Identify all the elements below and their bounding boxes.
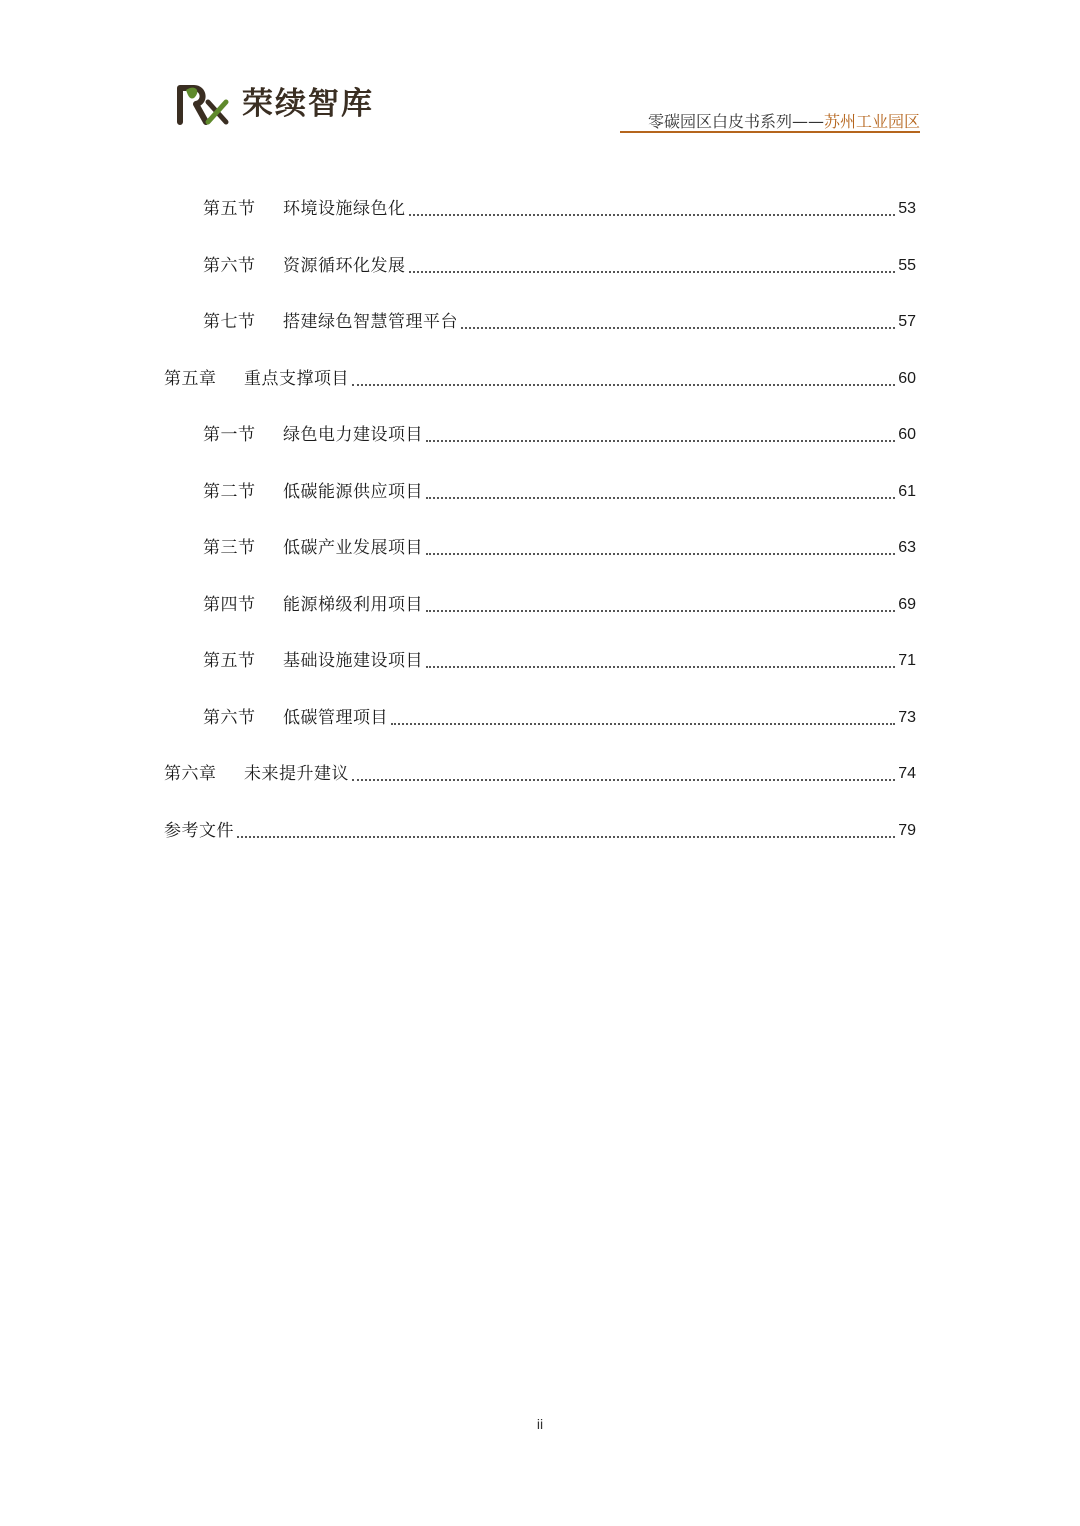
toc-entry-title: 参考文件 — [164, 821, 234, 841]
series-title — [648, 112, 920, 132]
toc-entry[interactable] — [203, 531, 916, 559]
series-prefix: 零碳园区白皮书系列—— — [647, 112, 824, 131]
toc-leader-dots — [426, 610, 895, 612]
toc-entry-title: 基础设施建设项目 — [283, 651, 423, 671]
toc-entry-number: 第二节 — [203, 482, 256, 502]
toc-leader-dots — [409, 214, 896, 216]
toc-entry-number: 第五节 — [203, 199, 256, 219]
toc-leader-dots — [352, 779, 895, 781]
toc-entry[interactable] — [203, 305, 916, 333]
toc-leader-dots — [426, 440, 895, 442]
toc-entry[interactable] — [203, 418, 916, 446]
toc-entry-number: 第四节 — [203, 595, 256, 615]
toc-entry-title: 低碳管理项目 — [283, 708, 388, 728]
header-rule — [620, 131, 920, 133]
toc-entry-title: 能源梯级利用项目 — [283, 595, 423, 615]
toc-entry-number: 第五节 — [203, 651, 256, 671]
toc-entry-number: 第六章 — [164, 764, 217, 784]
toc-entry-page: 69 — [898, 596, 916, 613]
toc-entry-number: 第六节 — [203, 256, 256, 276]
brand-logo — [176, 82, 374, 126]
toc-entry-number: 第七节 — [203, 312, 256, 332]
toc-entry-title: 重点支撑项目 — [244, 369, 349, 389]
toc-chapter-entry[interactable] — [164, 757, 916, 785]
series-highlight: 苏州工业园区 — [823, 112, 920, 131]
toc-leader-dots — [426, 553, 895, 555]
toc-entry-page: 73 — [898, 709, 916, 726]
toc-chapter-entry[interactable] — [164, 362, 916, 390]
toc-leader-dots — [391, 723, 895, 725]
toc-entry-page: 71 — [898, 652, 916, 669]
toc-entry-number: 第一节 — [203, 425, 256, 445]
toc-entry[interactable] — [203, 249, 916, 277]
rx-logo-icon — [176, 82, 234, 126]
toc-entry-page: 79 — [898, 822, 916, 839]
toc-entry[interactable] — [203, 588, 916, 616]
toc-entry-title: 资源循环化发展 — [283, 256, 406, 276]
toc-references-entry[interactable] — [164, 814, 916, 842]
toc-entry-page: 53 — [898, 200, 916, 217]
toc-entry-title: 低碳产业发展项目 — [283, 538, 423, 558]
toc-entry-title: 绿色电力建设项目 — [283, 425, 423, 445]
toc-leader-dots — [426, 497, 895, 499]
logo-text: 荣续智库 — [242, 86, 374, 122]
toc-entry[interactable] — [203, 701, 916, 729]
toc-entry-page: 61 — [898, 483, 916, 500]
toc-entry-number: 第三节 — [203, 538, 256, 558]
toc-leader-dots — [426, 666, 895, 668]
toc-entry-title: 环境设施绿色化 — [283, 199, 406, 219]
toc-entry-number: 第五章 — [164, 369, 217, 389]
toc-leader-dots — [409, 271, 896, 273]
toc-entry-page: 74 — [898, 765, 916, 782]
toc-entry-page: 57 — [898, 313, 916, 330]
toc-entry[interactable] — [203, 192, 916, 220]
toc-entry[interactable] — [203, 475, 916, 503]
toc-leader-dots — [237, 836, 895, 838]
toc-entry[interactable] — [203, 644, 916, 672]
toc-leader-dots — [461, 327, 895, 329]
toc-entry-page: 55 — [898, 257, 916, 274]
toc-entry-title: 未来提升建议 — [244, 764, 349, 784]
toc-entry-page: 63 — [898, 539, 916, 556]
toc-entry-number: 第六节 — [203, 708, 256, 728]
page-number: ii — [536, 1416, 544, 1432]
toc-entry-title: 低碳能源供应项目 — [283, 482, 423, 502]
toc-entry-page: 60 — [898, 426, 916, 443]
toc-leader-dots — [352, 384, 895, 386]
toc-entry-page: 60 — [898, 370, 916, 387]
toc-entry-title: 搭建绿色智慧管理平台 — [283, 312, 458, 332]
